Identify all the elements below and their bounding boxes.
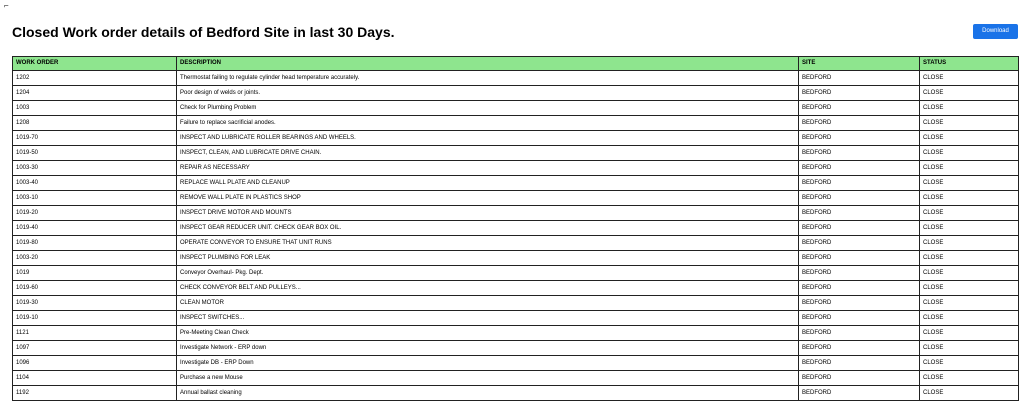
status-cell: CLOSE: [920, 131, 1019, 146]
description-cell: INSPECT, CLEAN, AND LUBRICATE DRIVE CHAIN.: [177, 146, 799, 161]
table-row[interactable]: [13, 101, 1019, 116]
table-row[interactable]: [13, 326, 1019, 341]
page-title: Closed Work order details of Bedford Site in last 30 Days.: [12, 24, 395, 40]
description-cell: REPLACE WALL PLATE AND CLEANUP: [177, 176, 799, 191]
site-cell: BEDFORD: [799, 221, 920, 236]
status-cell: CLOSE: [920, 371, 1019, 386]
status-cell: CLOSE: [920, 356, 1019, 371]
site-cell: BEDFORD: [799, 326, 920, 341]
work-order-cell: 1019-10: [13, 311, 177, 326]
site-cell: BEDFORD: [799, 236, 920, 251]
status-cell: CLOSE: [920, 161, 1019, 176]
table-row[interactable]: [13, 176, 1019, 191]
work-order-cell: 1003: [13, 101, 177, 116]
site-cell: BEDFORD: [799, 311, 920, 326]
description-cell: Failure to replace sacrificial anodes.: [177, 116, 799, 131]
work-order-cell: 1019-20: [13, 206, 177, 221]
status-cell: CLOSE: [920, 386, 1019, 401]
status-cell: CLOSE: [920, 326, 1019, 341]
site-cell: BEDFORD: [799, 206, 920, 221]
description-cell: Pre-Meeting Clean Check: [177, 326, 799, 341]
work-order-cell: 1019-50: [13, 146, 177, 161]
table-row[interactable]: [13, 266, 1019, 281]
work-order-cell: 1003-30: [13, 161, 177, 176]
status-cell: CLOSE: [920, 86, 1019, 101]
table-row[interactable]: [13, 311, 1019, 326]
description-cell: Conveyor Overhaul- Pkg. Dept.: [177, 266, 799, 281]
status-cell: CLOSE: [920, 206, 1019, 221]
status-cell: CLOSE: [920, 146, 1019, 161]
site-cell: BEDFORD: [799, 296, 920, 311]
status-cell: CLOSE: [920, 176, 1019, 191]
work-order-cell: 1019-80: [13, 236, 177, 251]
corner-mark: ⌐: [4, 1, 9, 10]
description-cell: Annual ballast cleaning: [177, 386, 799, 401]
column-header-status[interactable]: STATUS: [920, 57, 1019, 71]
description-cell: Investigate DB - ERP Down: [177, 356, 799, 371]
column-header-work-order[interactable]: WORK ORDER: [13, 57, 177, 71]
column-header-site[interactable]: SITE: [799, 57, 920, 71]
status-cell: CLOSE: [920, 266, 1019, 281]
site-cell: BEDFORD: [799, 341, 920, 356]
table-row[interactable]: [13, 356, 1019, 371]
status-cell: CLOSE: [920, 236, 1019, 251]
site-cell: BEDFORD: [799, 176, 920, 191]
work-order-cell: 1019-60: [13, 281, 177, 296]
download-button[interactable]: Download: [973, 24, 1018, 39]
table-row[interactable]: [13, 131, 1019, 146]
description-cell: REPAIR AS NECESSARY: [177, 161, 799, 176]
description-cell: REMOVE WALL PLATE IN PLASTICS SHOP: [177, 191, 799, 206]
work-order-cell: 1003-10: [13, 191, 177, 206]
status-cell: CLOSE: [920, 251, 1019, 266]
status-cell: CLOSE: [920, 116, 1019, 131]
work-order-cell: 1003-40: [13, 176, 177, 191]
work-order-cell: 1192: [13, 386, 177, 401]
table-row[interactable]: [13, 221, 1019, 236]
work-order-cell: 1104: [13, 371, 177, 386]
work-order-cell: 1208: [13, 116, 177, 131]
table-row[interactable]: [13, 206, 1019, 221]
table-row[interactable]: [13, 386, 1019, 401]
table-row[interactable]: [13, 371, 1019, 386]
work-order-table: [12, 56, 1019, 401]
site-cell: BEDFORD: [799, 146, 920, 161]
work-order-cell: 1202: [13, 71, 177, 86]
description-cell: CHECK CONVEYOR BELT AND PULLEYS...: [177, 281, 799, 296]
site-cell: BEDFORD: [799, 161, 920, 176]
site-cell: BEDFORD: [799, 281, 920, 296]
description-cell: INSPECT SWITCHES...: [177, 311, 799, 326]
site-cell: BEDFORD: [799, 86, 920, 101]
work-order-cell: 1204: [13, 86, 177, 101]
site-cell: BEDFORD: [799, 101, 920, 116]
work-order-cell: 1096: [13, 356, 177, 371]
description-cell: OPERATE CONVEYOR TO ENSURE THAT UNIT RUNS: [177, 236, 799, 251]
status-cell: CLOSE: [920, 101, 1019, 116]
status-cell: CLOSE: [920, 281, 1019, 296]
work-order-cell: 1003-20: [13, 251, 177, 266]
table-row[interactable]: [13, 341, 1019, 356]
work-order-cell: 1019-70: [13, 131, 177, 146]
description-cell: Investigate Network - ERP down: [177, 341, 799, 356]
table-body: [13, 71, 1019, 401]
site-cell: BEDFORD: [799, 266, 920, 281]
status-cell: CLOSE: [920, 71, 1019, 86]
table-header-row: [13, 57, 1019, 71]
description-cell: Purchase a new Mouse: [177, 371, 799, 386]
site-cell: BEDFORD: [799, 356, 920, 371]
table-row[interactable]: [13, 146, 1019, 161]
table-row[interactable]: [13, 296, 1019, 311]
work-order-cell: 1019-30: [13, 296, 177, 311]
column-header-description[interactable]: DESCRIPTION: [177, 57, 799, 71]
description-cell: Poor design of welds or joints.: [177, 86, 799, 101]
status-cell: CLOSE: [920, 296, 1019, 311]
status-cell: CLOSE: [920, 341, 1019, 356]
table-row[interactable]: [13, 161, 1019, 176]
table-row[interactable]: [13, 86, 1019, 101]
status-cell: CLOSE: [920, 311, 1019, 326]
status-cell: CLOSE: [920, 221, 1019, 236]
description-cell: INSPECT AND LUBRICATE ROLLER BEARINGS AND WHEELS.: [177, 131, 799, 146]
site-cell: BEDFORD: [799, 191, 920, 206]
work-order-cell: 1097: [13, 341, 177, 356]
site-cell: BEDFORD: [799, 386, 920, 401]
description-cell: INSPECT DRIVE MOTOR AND MOUNTS: [177, 206, 799, 221]
description-cell: CLEAN MOTOR: [177, 296, 799, 311]
site-cell: BEDFORD: [799, 371, 920, 386]
description-cell: Check for Plumbing Problem: [177, 101, 799, 116]
status-cell: CLOSE: [920, 191, 1019, 206]
site-cell: BEDFORD: [799, 71, 920, 86]
work-order-cell: 1121: [13, 326, 177, 341]
table-row[interactable]: [13, 71, 1019, 86]
table-row[interactable]: [13, 116, 1019, 131]
site-cell: BEDFORD: [799, 251, 920, 266]
description-cell: INSPECT GEAR REDUCER UNIT. CHECK GEAR BOX OIL.: [177, 221, 799, 236]
table-row[interactable]: [13, 191, 1019, 206]
table-row[interactable]: [13, 281, 1019, 296]
table-row[interactable]: [13, 236, 1019, 251]
site-cell: BEDFORD: [799, 116, 920, 131]
table-row[interactable]: [13, 251, 1019, 266]
work-order-cell: 1019: [13, 266, 177, 281]
work-order-cell: 1019-40: [13, 221, 177, 236]
description-cell: Thermostat failing to regulate cylinder head temperature accurately.: [177, 71, 799, 86]
site-cell: BEDFORD: [799, 131, 920, 146]
description-cell: INSPECT PLUMBING FOR LEAK: [177, 251, 799, 266]
